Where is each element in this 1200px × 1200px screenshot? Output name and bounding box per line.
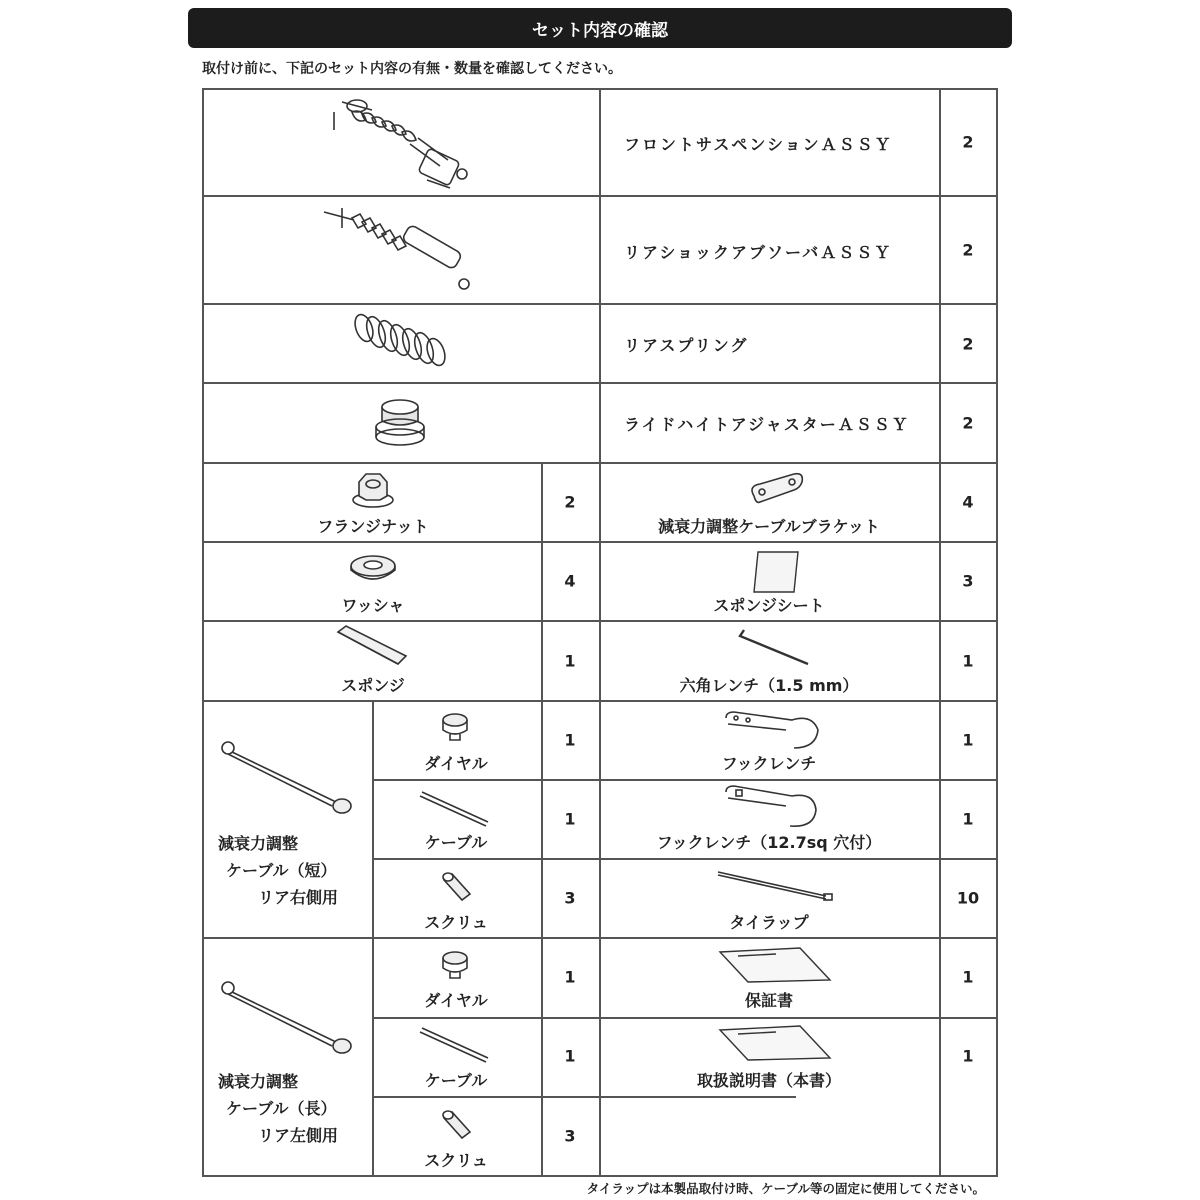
dial-icon (438, 710, 472, 744)
large-item-name: ライドハイトアジャスターＡＳＳＹ (624, 415, 910, 434)
cable-group-label-line: 減衰力調整 (218, 834, 299, 853)
item-name: フックレンチ (721, 754, 817, 773)
item-qty: 1 (962, 809, 974, 829)
manual-icon (718, 1024, 832, 1064)
large-item-qty: 2 (962, 334, 974, 354)
washer-icon (348, 552, 398, 582)
item-qty: 1 (962, 1046, 974, 1066)
part-name: スクリュ (424, 913, 488, 932)
part-qty: 1 (564, 1046, 576, 1066)
screw-icon (438, 1110, 474, 1144)
part-qty: 1 (564, 730, 576, 750)
large-item-name: リアショックアブソーバＡＳＳＹ (624, 243, 893, 262)
item-name: タイラップ (729, 913, 809, 932)
front-suspension-icon (322, 88, 492, 196)
page-title: セット内容の確認 (188, 8, 1012, 48)
flange-nut-icon (350, 470, 396, 510)
part-qty: 3 (564, 1126, 576, 1146)
long-cable-icon (218, 978, 356, 1058)
ride-height-adjuster-icon (372, 393, 428, 453)
warranty-card-icon (718, 946, 832, 984)
item-qty: 1 (962, 730, 974, 750)
item-name: 取扱説明書（本書） (696, 1071, 842, 1090)
sponge-icon (334, 624, 410, 670)
item-qty: 1 (962, 967, 974, 987)
cable-icon (416, 1024, 496, 1064)
large-item-qty: 2 (962, 240, 974, 260)
part-qty: 1 (564, 809, 576, 829)
item-name: フランジナット (317, 517, 429, 536)
hook-wrench-square-icon (722, 784, 822, 830)
item-name: フックレンチ（12.7sq 穴付） (656, 833, 882, 852)
part-qty: 1 (564, 967, 576, 987)
cable-group-label-line: ケーブル（短） (226, 861, 337, 880)
item-name: スポンジシート (713, 596, 825, 615)
item-qty: 2 (564, 492, 576, 512)
item-name: 減衰力調整ケーブルブラケット (658, 517, 880, 536)
part-name: ケーブル (424, 833, 488, 852)
screw-icon (438, 872, 474, 906)
item-qty: 1 (962, 651, 974, 671)
sponge-sheet-icon (752, 548, 802, 596)
cable-group-label-line: 減衰力調整 (218, 1072, 299, 1091)
item-name: 保証書 (744, 991, 794, 1010)
hook-wrench-icon (722, 710, 822, 752)
part-name: ダイヤル (424, 991, 488, 1010)
cable-group-label (218, 830, 338, 911)
tie-wrap-icon (714, 868, 838, 902)
hex-wrench-icon (734, 628, 814, 666)
large-item-name: リアスプリング (624, 336, 749, 355)
item-qty: 1 (564, 651, 576, 671)
intro-text: 取付け前に、下記のセット内容の有無・数量を確認してください。 (202, 61, 622, 77)
part-qty: 3 (564, 888, 576, 908)
large-item-qty: 2 (962, 413, 974, 433)
part-name: ダイヤル (424, 754, 488, 773)
item-qty: 4 (564, 571, 576, 591)
item-name: ワッシャ (341, 596, 405, 615)
item-qty: 4 (962, 492, 974, 512)
rear-shock-absorber-icon (322, 198, 482, 302)
dial-icon (438, 948, 472, 982)
cable-bracket-icon (748, 472, 804, 506)
short-cable-icon (218, 738, 356, 818)
rear-spring-icon (350, 308, 450, 376)
item-qty: 10 (956, 888, 980, 908)
item-name: スポンジ (341, 676, 405, 695)
cable-icon (416, 788, 496, 828)
large-item-name: フロントサスペンションＡＳＳＹ (624, 135, 893, 154)
cable-group-label-line: リア右側用 (258, 888, 339, 907)
parts-table (202, 88, 998, 1177)
cable-group-label-line: ケーブル（長） (226, 1099, 337, 1118)
cable-group-label-line: リア左側用 (258, 1126, 339, 1145)
large-item-qty: 2 (962, 132, 974, 152)
part-name: ケーブル (424, 1071, 488, 1090)
cable-group-label (218, 1068, 338, 1149)
part-name: スクリュ (424, 1151, 488, 1170)
item-name: 六角レンチ（1.5 mm） (679, 676, 859, 695)
footnote: タイラップは本製品取付け時、ケーブル等の固定に使用してください。 (586, 1181, 985, 1196)
item-qty: 3 (962, 571, 974, 591)
